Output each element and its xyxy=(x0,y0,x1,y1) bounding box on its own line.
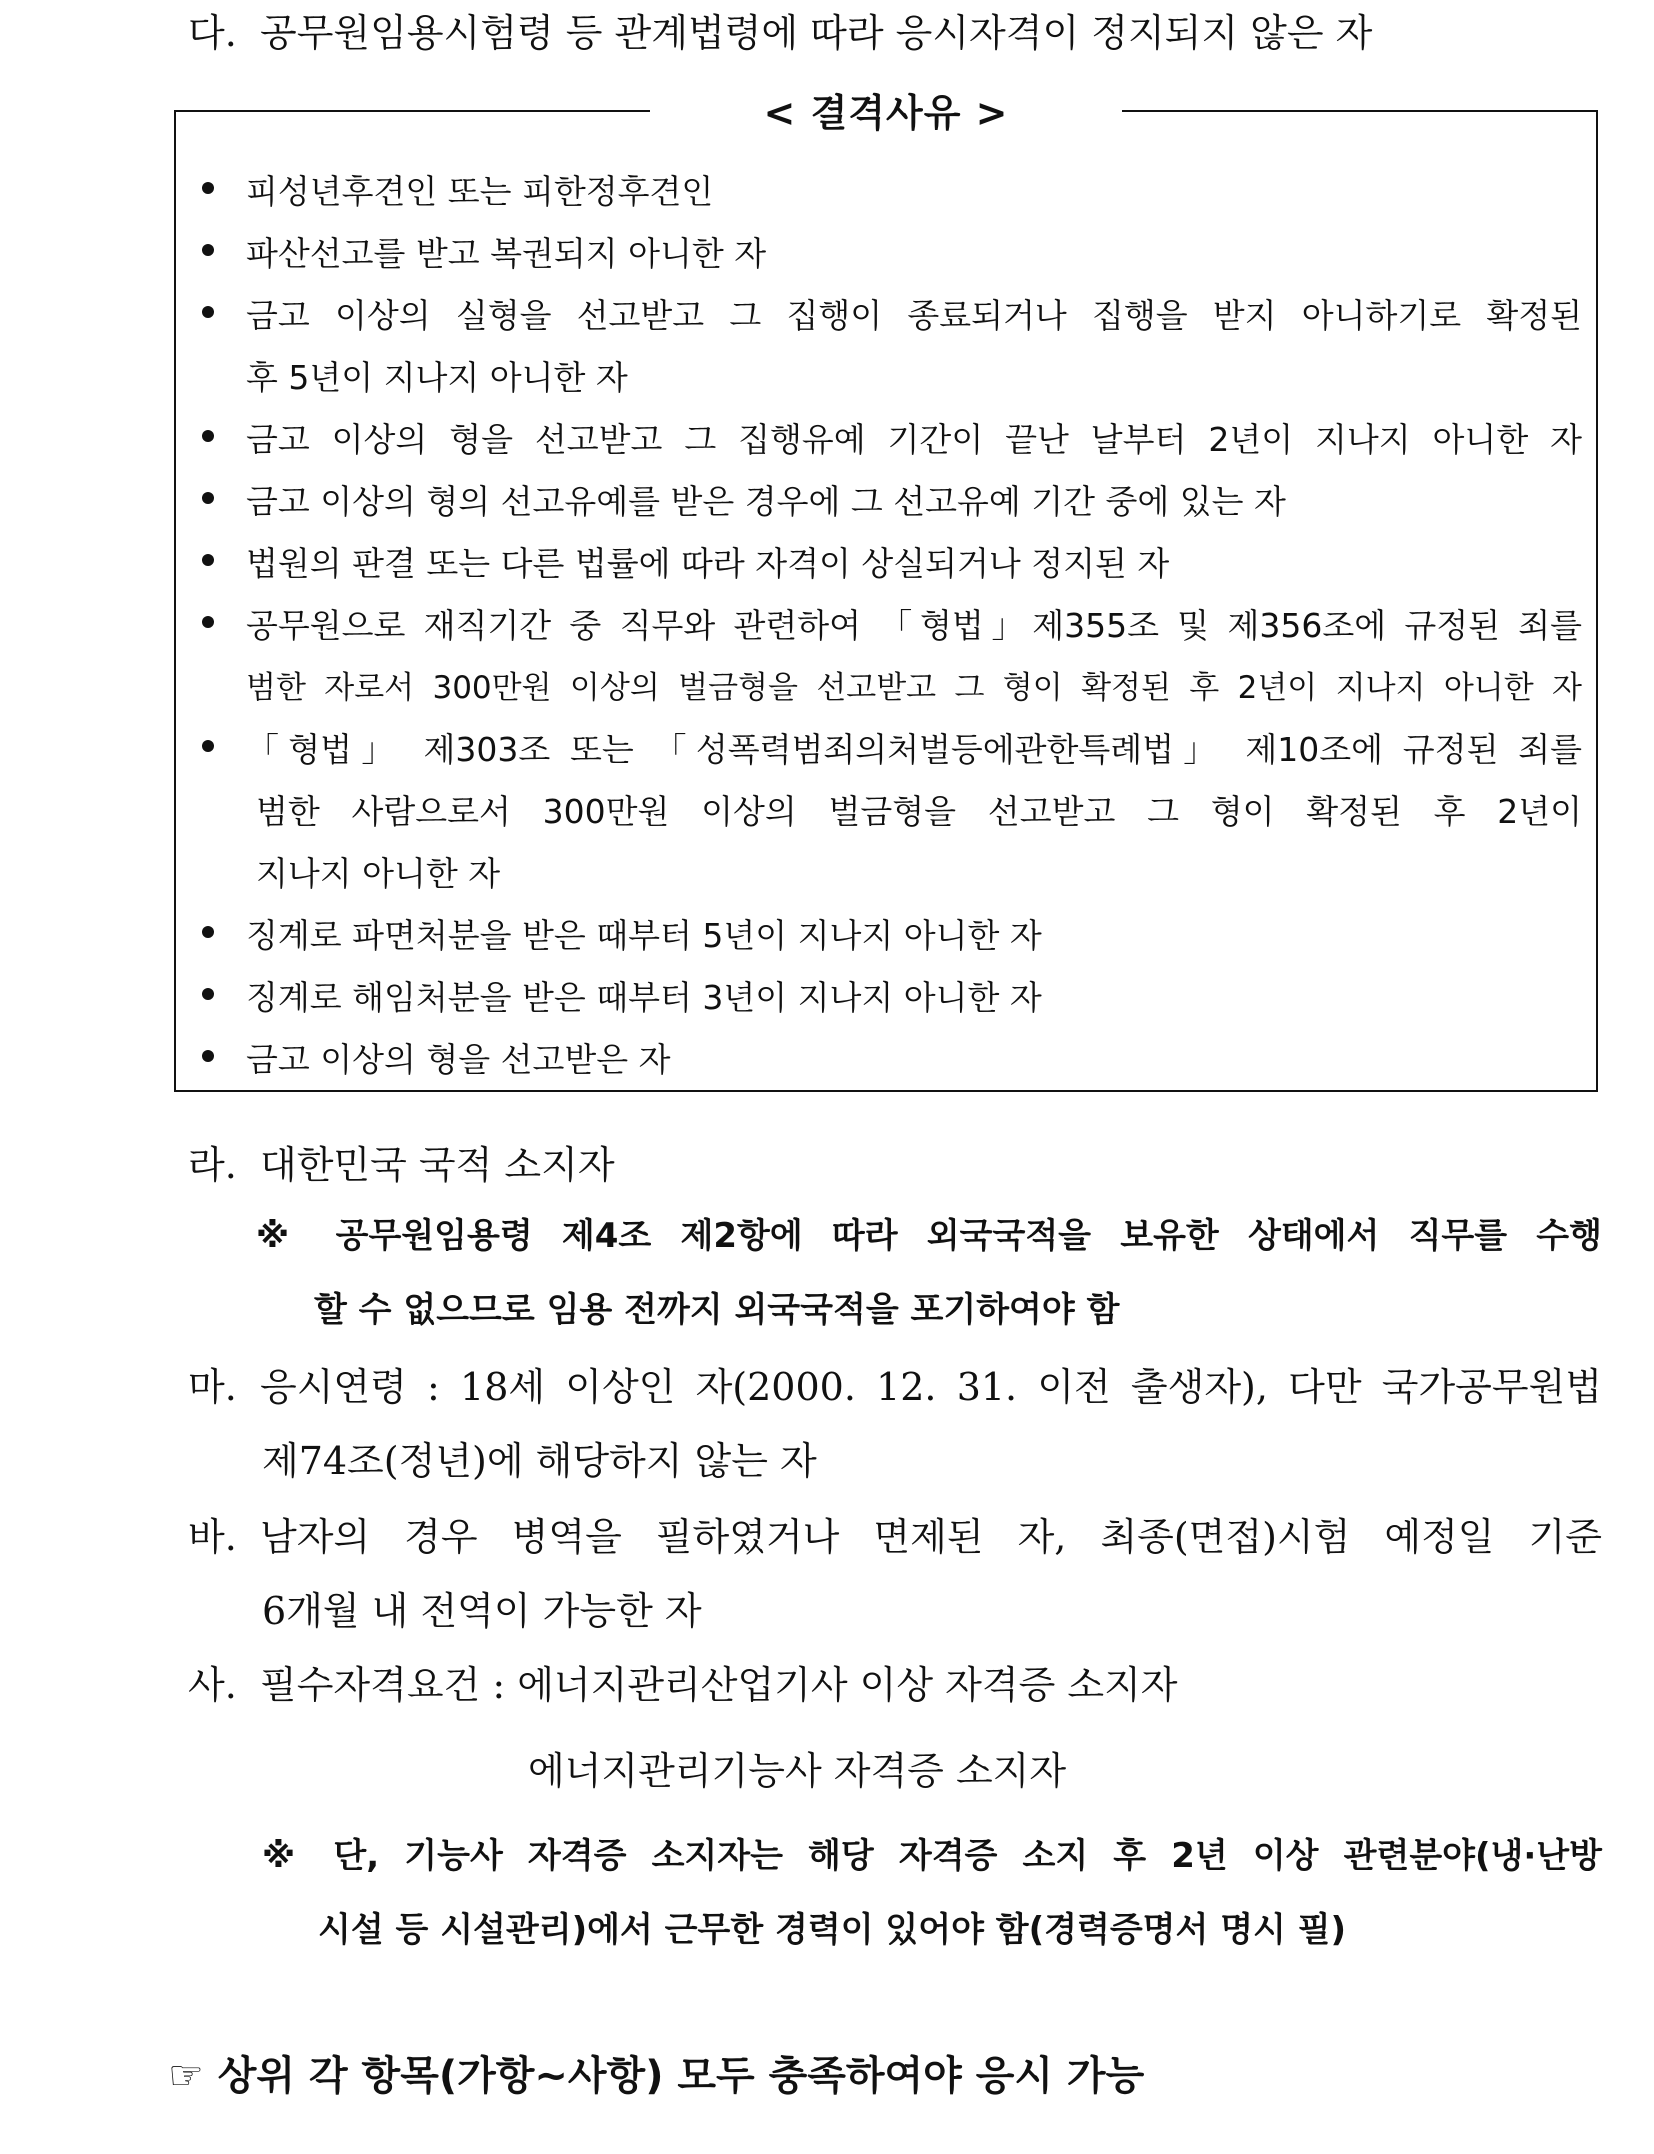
bullet-icon xyxy=(202,430,214,442)
item-sa-note-cont: 시설 등 시설관리)에서 근무한 경력이 있어야 함(경력증명서 명시 필) xyxy=(318,1910,1347,1950)
disqualification-item: 법원의 판결 또는 다른 법률에 따라 자격이 상실되거나 정지된 자 xyxy=(246,544,1170,583)
disqualification-item-cont: 지나지 아니한 자 xyxy=(256,854,501,893)
item-ma xyxy=(188,1356,1602,1411)
item-ra-text: 대한민국 국적 소지자 xyxy=(260,1143,615,1187)
disqualification-item: 금고 이상의 형을 선고받은 자 xyxy=(246,1040,671,1079)
item-ma-cont: 제74조(정년)에 해당하지 않는 자 xyxy=(262,1439,817,1483)
disqualification-item: 「형법」 제303조 또는 「성폭력범죄의처벌등에관한특례법」 제10조에 규정된 죄를 xyxy=(246,730,1582,769)
disqualification-item-cont: 범한 자로서 300만원 이상의 벌금형을 선고받고 그 형이 확정된 후 2년이 지나지 아니한 자 xyxy=(246,670,1582,706)
disqualification-item: 금고 이상의 형을 선고받고 그 집행유예 기간이 끝난 날부터 2년이 지나지 아니한 자 xyxy=(246,420,1582,459)
item-sa xyxy=(188,1654,1178,1709)
disqualification-item: 파산선고를 받고 복권되지 아니한 자 xyxy=(246,234,767,273)
item-ma-text: 응시연령 : 18세 이상인 자(2000. 12. 31. 이전 출생자), 다만 국가공무원법 xyxy=(260,1365,1602,1409)
disqualification-item: 금고 이상의 형의 선고유예를 받은 경우에 그 선고유예 기간 중에 있는 자 xyxy=(246,482,1286,521)
item-ra-label: 라. xyxy=(188,1143,237,1187)
disqualification-item: 금고 이상의 실형을 선고받고 그 집행이 종료되거나 집행을 받지 아니하기로 확정된 xyxy=(246,296,1582,335)
item-da xyxy=(188,2,1372,57)
bullet-icon xyxy=(202,554,214,566)
box-top-border-left xyxy=(174,110,650,112)
bullet-icon xyxy=(202,988,214,1000)
bullet-icon xyxy=(202,1050,214,1062)
item-ra-note-cont: 할 수 없으므로 임용 전까지 외국국적을 포기하여야 함 xyxy=(314,1290,1120,1330)
bullet-icon xyxy=(202,244,214,256)
disqualification-item-cont: 후 5년이 지나지 아니한 자 xyxy=(246,358,628,397)
disqualification-item-cont: 범한 사람으로서 300만원 이상의 벌금형을 선고받고 그 형이 확정된 후 2년이 xyxy=(256,792,1582,831)
item-sa-label: 사. xyxy=(188,1663,237,1707)
item-ra-note: ※ 공무원임용령 제4조 제2항에 따라 외국국적을 보유한 상태에서 직무를 수행 xyxy=(256,1216,1602,1256)
item-ra xyxy=(188,1134,615,1189)
disqualification-title: < 결격사유 > xyxy=(763,91,1009,135)
bullet-icon xyxy=(202,616,214,628)
disqualification-item: 공무원으로 재직기간 중 직무와 관련하여 「형법」제355조 및 제356조에 규정된 죄를 xyxy=(246,606,1582,645)
disqualification-item: 징계로 파면처분을 받은 때부터 5년이 지나지 아니한 자 xyxy=(246,916,1042,955)
disqualification-item: 피성년후견인 또는 피한정후견인 xyxy=(246,172,714,211)
bullet-icon xyxy=(202,740,214,752)
bullet-icon xyxy=(202,926,214,938)
bullet-icon xyxy=(202,306,214,318)
item-ba-cont: 6개월 내 전역이 가능한 자 xyxy=(262,1589,702,1633)
item-da-label: 다. xyxy=(188,11,237,55)
box-top-border-right xyxy=(1122,110,1598,112)
bullet-icon xyxy=(202,492,214,504)
item-da-text: 공무원임용시험령 등 관계법령에 따라 응시자격이 정지되지 않은 자 xyxy=(260,11,1373,55)
final-note: ☞ 상위 각 항목(가항~사항) 모두 충족하여야 응시 가능 xyxy=(168,2053,1145,2099)
item-ba-label: 바. xyxy=(188,1515,237,1559)
item-sa-text: 필수자격요건 : 에너지관리산업기사 이상 자격증 소지자 xyxy=(260,1663,1178,1707)
item-sa-note: ※ 단, 기능사 자격증 소지자는 해당 자격증 소지 후 2년 이상 관련분야(냉·난방 xyxy=(262,1836,1602,1876)
disqualification-item: 징계로 해임처분을 받은 때부터 3년이 지나지 아니한 자 xyxy=(246,978,1042,1017)
item-ba xyxy=(188,1506,1602,1561)
item-ba-text: 남자의 경우 병역을 필하였거나 면제된 자, 최종(면접)시험 예정일 기준 xyxy=(260,1515,1602,1559)
item-sa-cont: 에너지관리기능사 자격증 소지자 xyxy=(528,1749,1067,1793)
bullet-icon xyxy=(202,182,214,194)
item-ma-label: 마. xyxy=(188,1365,237,1409)
